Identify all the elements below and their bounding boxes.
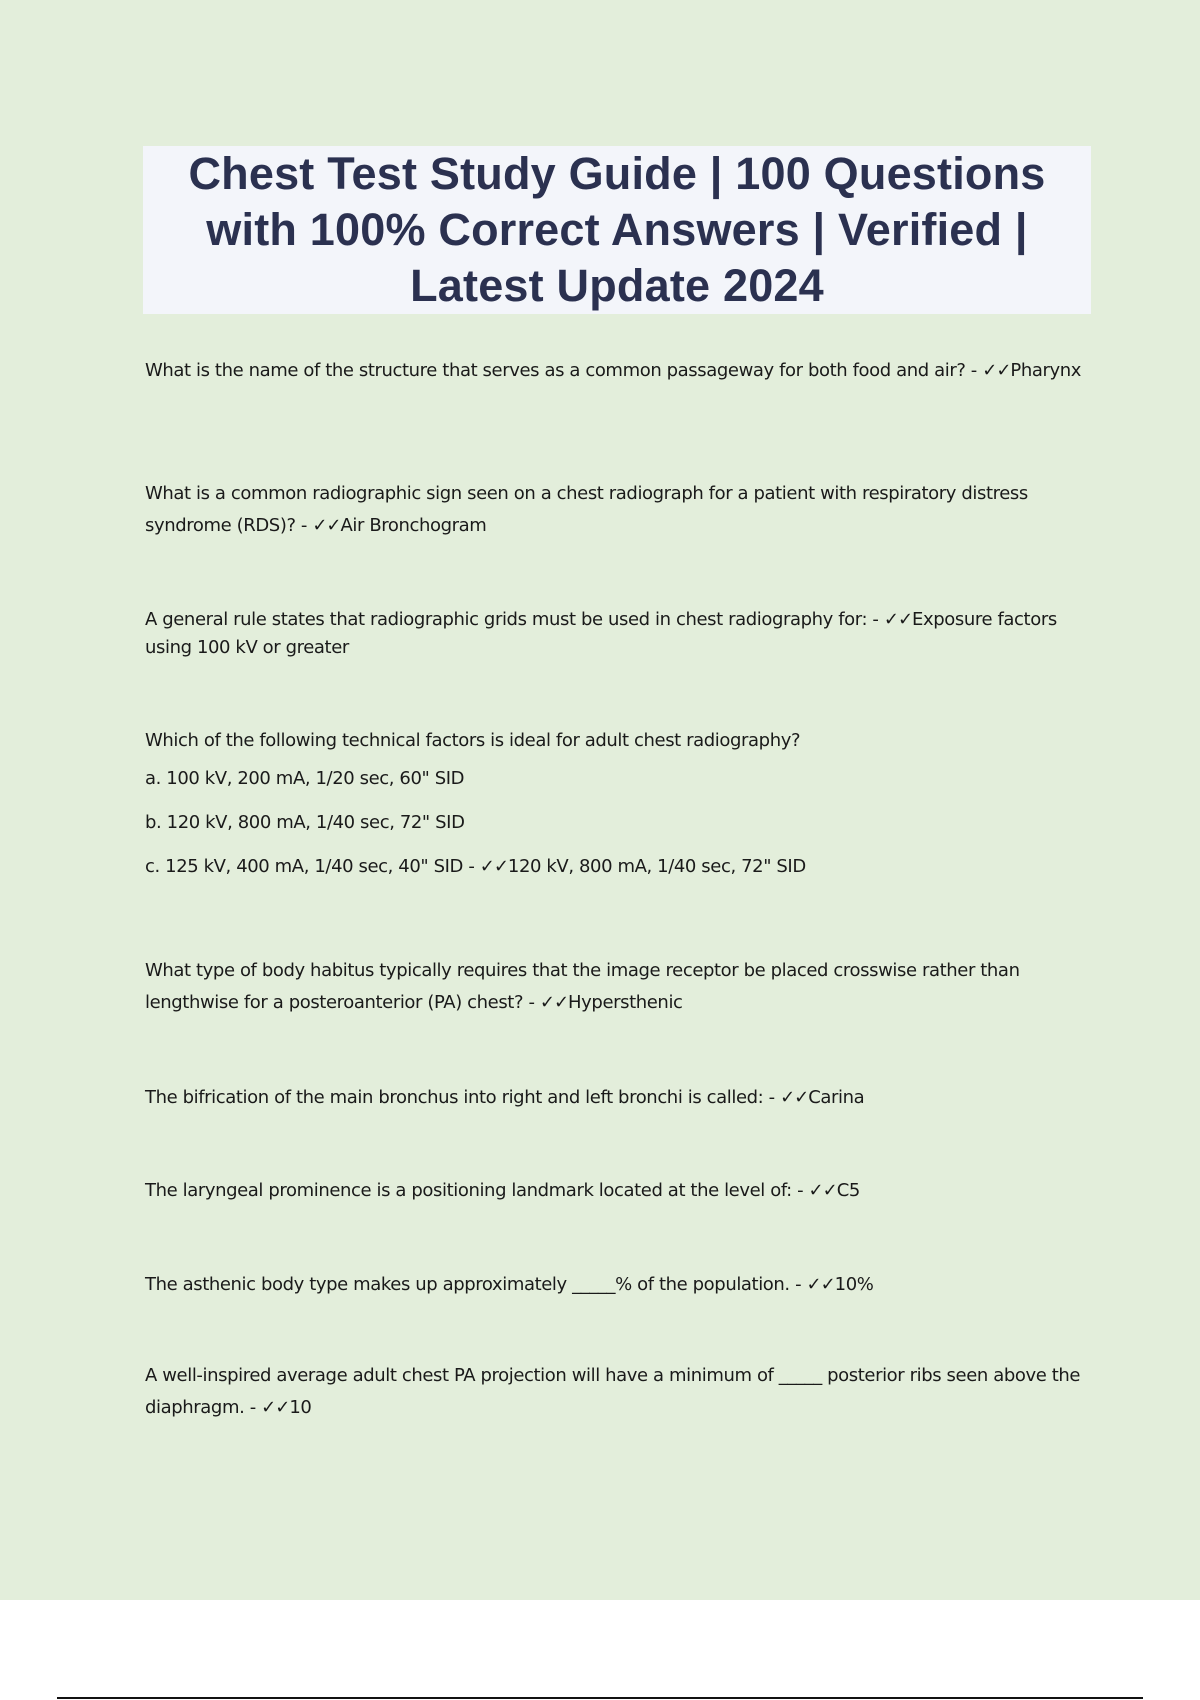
question-text: A general rule states that radiographic grids must be used in chest radiography for: - bbox=[145, 609, 884, 630]
double-check-icon: ✓✓ bbox=[883, 609, 913, 630]
answer-text: Pharynx bbox=[1010, 360, 1082, 381]
double-check-icon: ✓✓ bbox=[261, 1397, 290, 1418]
answer-text: Carina bbox=[808, 1087, 865, 1108]
qa-item-1 bbox=[145, 355, 1095, 387]
answer-text: 10 bbox=[289, 1397, 312, 1418]
question-text: A well-inspired average adult chest PA projection will have a minimum of _____ posterior ribs seen above the diaphragm. - bbox=[145, 1365, 1081, 1418]
qa-item-8 bbox=[145, 1269, 1095, 1301]
option-a: a. 100 kV, 200 mA, 1/20 sec, 60" SID bbox=[145, 768, 465, 789]
qa-item-5 bbox=[145, 955, 1095, 1019]
qa-item-4 bbox=[145, 725, 1095, 889]
double-check-icon: ✓✓ bbox=[808, 1180, 837, 1201]
answer-text: Hypersthenic bbox=[568, 992, 683, 1013]
answer-text: 120 kV, 800 mA, 1/40 sec, 72" SID bbox=[507, 856, 806, 877]
qa-item-3 bbox=[145, 606, 1095, 662]
double-check-icon: ✓✓ bbox=[479, 856, 508, 877]
question-text: What is a common radiographic sign seen on a chest radiograph for a patient with respiratory distress syndrome (RDS)? - bbox=[145, 483, 1028, 536]
question-text: What is the name of the structure that serves as a common passageway for both food and air? - bbox=[145, 360, 983, 381]
footer-divider bbox=[57, 1697, 1143, 1699]
double-check-icon: ✓✓ bbox=[982, 360, 1011, 381]
double-check-icon: ✓✓ bbox=[312, 515, 341, 536]
qa-item-7 bbox=[145, 1175, 1095, 1207]
qa-item-6 bbox=[145, 1082, 1095, 1114]
question-text: The bifrication of the main bronchus into right and left bronchi is called: - bbox=[145, 1087, 781, 1108]
question-text: What type of body habitus typically requires that the image receptor be placed crosswise rather than lengthwise for a posteroanterior (PA) chest? - bbox=[145, 960, 1020, 1013]
qa-item-9 bbox=[145, 1360, 1095, 1424]
title-banner bbox=[143, 146, 1091, 314]
double-check-icon: ✓✓ bbox=[780, 1087, 809, 1108]
question-text: Which of the following technical factors is ideal for adult chest radiography? bbox=[145, 730, 801, 751]
qa-item-2 bbox=[145, 478, 1095, 542]
double-check-icon: ✓✓ bbox=[806, 1274, 835, 1295]
answer-text: Air Bronchogram bbox=[340, 515, 487, 536]
option-b: b. 120 kV, 800 mA, 1/40 sec, 72" SID bbox=[145, 812, 465, 833]
question-text: The asthenic body type makes up approximately _____% of the population. - bbox=[145, 1274, 807, 1295]
option-c bbox=[145, 845, 1095, 889]
answer-text: Exposure factors using 100 kV or greater bbox=[145, 609, 1057, 658]
question-text: The laryngeal prominence is a positioning landmark located at the level of: - bbox=[145, 1180, 809, 1201]
answer-text: 10% bbox=[834, 1274, 874, 1295]
double-check-icon: ✓✓ bbox=[539, 992, 569, 1013]
answer-text: C5 bbox=[836, 1180, 860, 1201]
document-title: Chest Test Study Guide | 100 Questions with 100% Correct Answers | Verified | Latest Update 2024 bbox=[188, 148, 1046, 311]
option-c-text: c. 125 kV, 400 mA, 1/40 sec, 40" SID - bbox=[145, 856, 480, 877]
